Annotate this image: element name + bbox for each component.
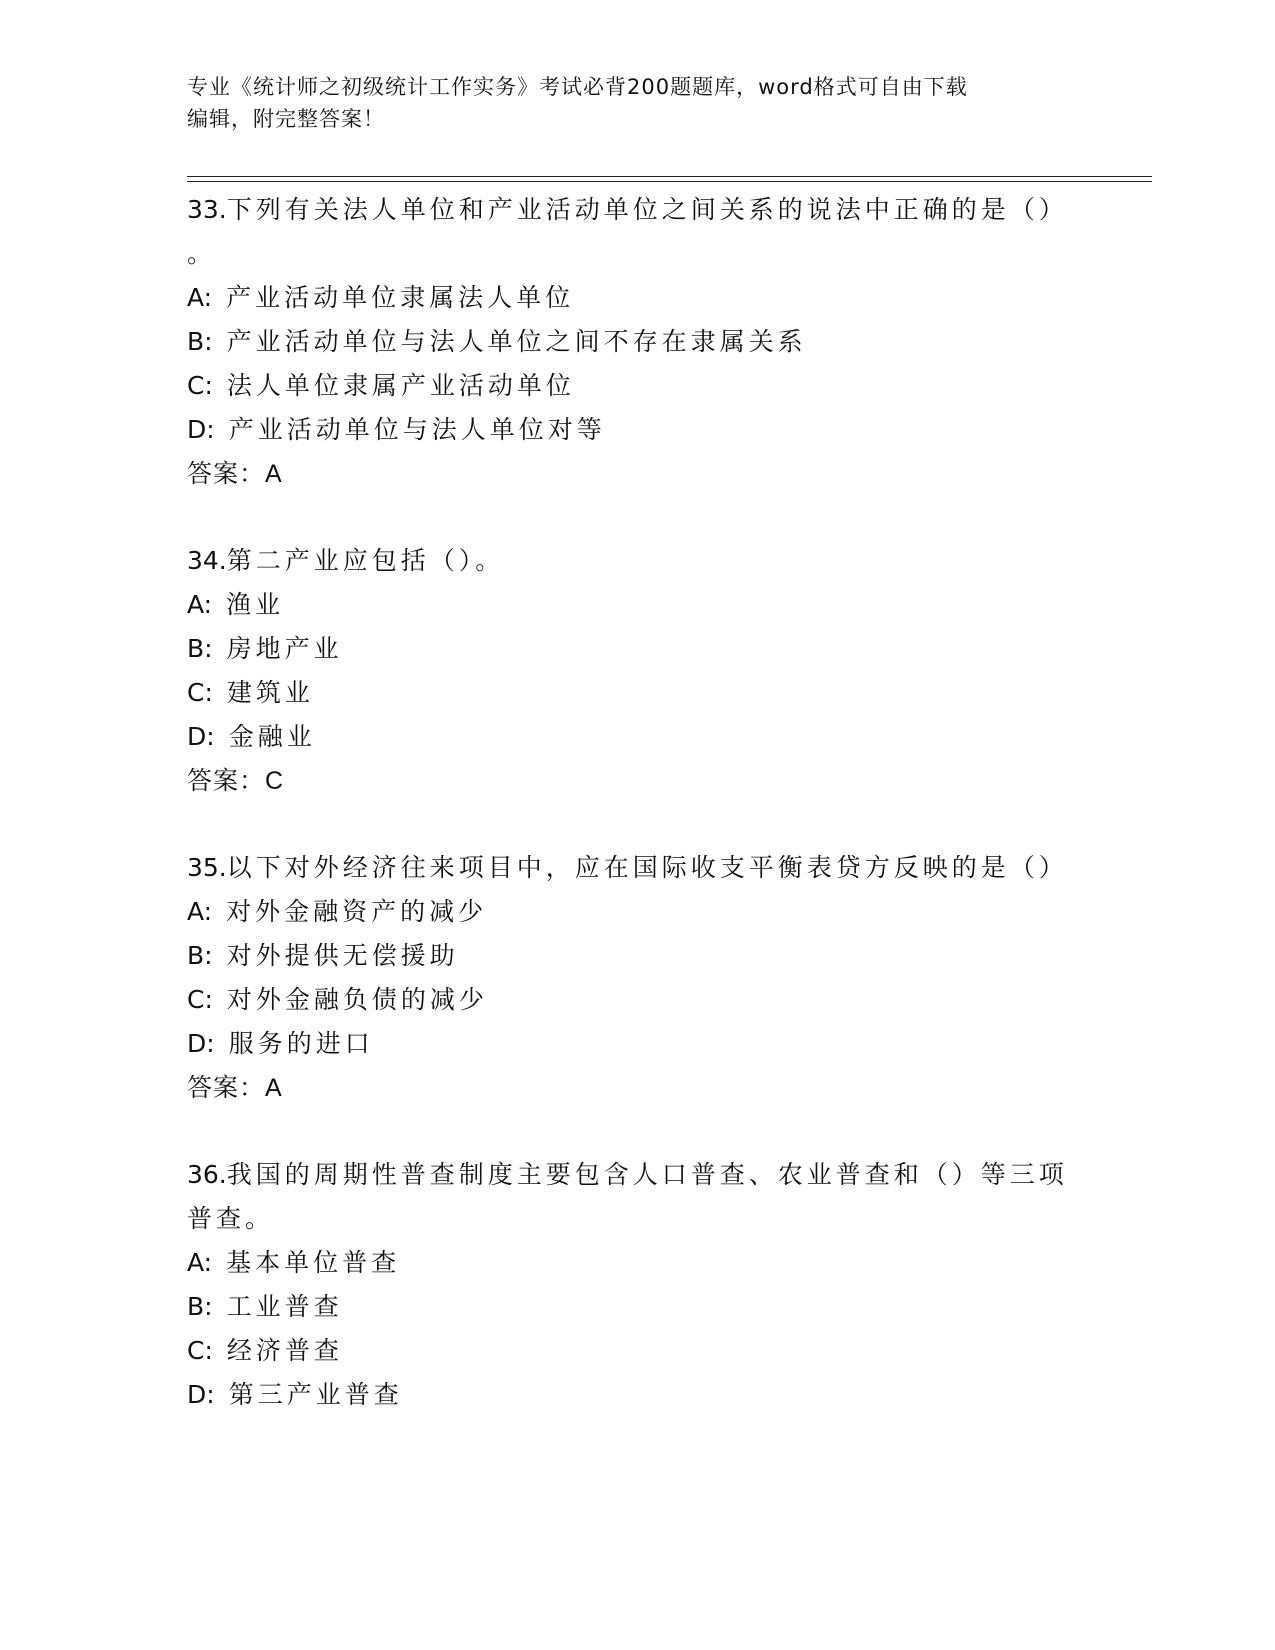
question-number: 34.	[187, 546, 227, 575]
option-letter: B:	[187, 1292, 213, 1321]
question-number: 35.	[187, 853, 227, 882]
question-number: 36.	[187, 1160, 227, 1189]
option-text: 经济普查	[226, 1336, 343, 1365]
option-a	[187, 895, 487, 929]
question-stem	[187, 851, 1068, 885]
option-letter: C:	[187, 371, 213, 400]
option-a	[187, 281, 574, 315]
option-text: 对外金融负债的减少	[226, 985, 488, 1014]
question-stem-continuation: 普查。	[187, 1204, 275, 1233]
option-c	[187, 983, 488, 1017]
option-letter: C:	[187, 678, 213, 707]
header-line-1: 专业《统计师之初级统计工作实务》考试必背200题题库，word格式可自由下载	[187, 75, 968, 99]
question-stem	[187, 544, 504, 578]
option-letter: A:	[187, 897, 213, 926]
header-rule-top	[187, 176, 1152, 177]
option-a	[187, 1246, 400, 1280]
option-letter: D:	[187, 722, 215, 751]
option-letter: C:	[187, 985, 213, 1014]
option-letter: C:	[187, 1336, 213, 1365]
option-letter: A:	[187, 283, 213, 312]
option-b	[187, 325, 807, 359]
header-rule-bottom	[187, 181, 1152, 182]
option-text: 建筑业	[226, 678, 314, 707]
option-text: 基本单位普查	[226, 1248, 401, 1277]
option-b	[187, 939, 459, 973]
answer-line: 答案：C	[187, 767, 285, 795]
question-number: 33.	[187, 195, 227, 224]
option-letter: B:	[187, 941, 213, 970]
option-text: 产业活动单位与法人单位之间不存在隶属关系	[226, 327, 807, 356]
option-c	[187, 676, 314, 710]
option-text: 渔业	[226, 590, 285, 619]
option-letter: A:	[187, 1248, 213, 1277]
question-text: 第二产业应包括（）。	[226, 546, 505, 575]
option-letter: D:	[187, 1029, 215, 1058]
option-text: 工业普查	[226, 1292, 343, 1321]
question-stem-continuation: 。	[187, 239, 217, 268]
answer-line: 答案：A	[187, 1074, 283, 1102]
option-letter: B:	[187, 634, 213, 663]
option-c	[187, 1334, 343, 1368]
option-d	[187, 413, 606, 447]
option-text: 对外金融资产的减少	[226, 897, 488, 926]
header-line-2: 编辑，附完整答案！	[187, 107, 385, 131]
question-text: 我国的周期性普查制度主要包含人口普查、农业普查和（）等三项	[226, 1160, 1068, 1189]
option-text: 产业活动单位与法人单位对等	[228, 415, 606, 444]
option-d	[187, 720, 316, 754]
option-d	[187, 1027, 374, 1061]
question-stem	[187, 193, 1068, 227]
option-c	[187, 369, 575, 403]
option-a	[187, 588, 284, 622]
option-text: 法人单位隶属产业活动单位	[226, 371, 575, 400]
option-letter: A:	[187, 590, 213, 619]
question-text: 以下对外经济往来项目中，应在国际收支平衡表贷方反映的是（）	[226, 853, 1068, 882]
option-b	[187, 1290, 343, 1324]
option-letter: D:	[187, 1380, 215, 1409]
answer-line: 答案：A	[187, 460, 283, 488]
option-text: 产业活动单位隶属法人单位	[226, 283, 575, 312]
question-stem	[187, 1158, 1068, 1192]
option-b	[187, 632, 343, 666]
question-text: 下列有关法人单位和产业活动单位之间关系的说法中正确的是（）	[226, 195, 1068, 224]
option-text: 房地产业	[226, 634, 343, 663]
option-text: 服务的进口	[228, 1029, 374, 1058]
option-letter: D:	[187, 415, 215, 444]
option-letter: B:	[187, 327, 213, 356]
option-text: 第三产业普查	[228, 1380, 403, 1409]
option-text: 对外提供无偿援助	[226, 941, 459, 970]
option-d	[187, 1378, 403, 1412]
option-text: 金融业	[228, 722, 316, 751]
